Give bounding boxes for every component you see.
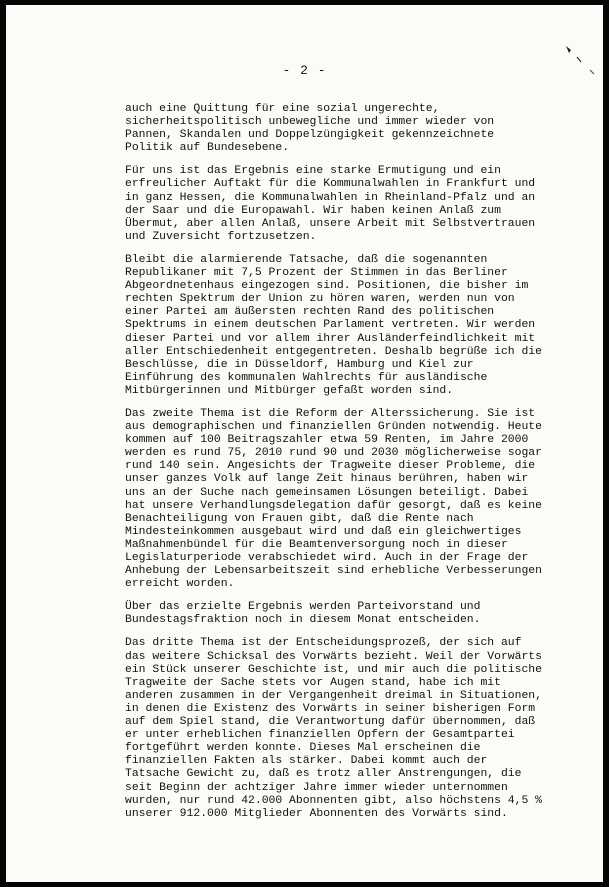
- text-line: in ganz Hessen, die Kommunalwahlen in Rheinland-Pfalz und an: [125, 191, 536, 204]
- text-line: wurden, nur rund 42.000 Abonnenten gibt, also höchstens 4,5 %: [125, 794, 542, 807]
- text-line: werden es rund 75, 2010 rund 90 und 2030 möglicherweise sogar: [125, 447, 542, 460]
- paragraph: [125, 254, 595, 398]
- text-line: rechten Spektrum der Union zu hören waren, werden nun von: [125, 293, 515, 306]
- text-line: erreicht worden.: [125, 578, 235, 591]
- document-page: [6, 5, 603, 882]
- text-line: Bleibt die alarmierende Tatsache, daß die sogenannten: [125, 253, 488, 266]
- text-line: Das dritte Thema ist der Entscheidungsprozeß, der sich auf: [125, 637, 522, 650]
- text-line: seit Beginn der achtziger Jahre immer wieder unternommen: [125, 781, 508, 794]
- text-line: Mitbürgerinnen und Mitbürger gefaßt worden sind.: [125, 384, 454, 397]
- text-line: unser ganzes Volk auf lange Zeit hinaus berühren, haben wir: [125, 473, 529, 486]
- text-line: unserer 912.000 Mitglieder Abonnenten des Vorwärts sind.: [125, 807, 508, 820]
- paragraph: [125, 165, 595, 244]
- paragraph: [125, 601, 595, 627]
- text-line: kommen auf 100 Beitragszahler etwa 59 Renten, im Jahre 2000: [125, 434, 529, 447]
- text-line: in denen die Existenz des Vorwärts in seiner bisherigen Form: [125, 702, 536, 715]
- text-line: Bundestagsfraktion noch in diesem Monat entscheiden.: [125, 614, 481, 627]
- text-line: Spektrums in einem deutschen Parlament vertreten. Wir werden: [125, 319, 536, 332]
- text-line: Beschlüsse, die in Düsseldorf, Hamburg und Kiel zur: [125, 358, 474, 371]
- text-line: Tatsache Gewicht zu, daß es trotz aller Anstrengungen, die: [125, 768, 522, 781]
- document-body: [125, 103, 595, 831]
- page-number: - 2 -: [282, 63, 327, 78]
- text-line: auch eine Quittung für eine sozial ungerechte,: [125, 103, 440, 115]
- paragraph: [125, 637, 595, 820]
- text-line: Das zweite Thema ist die Reform der Alterssicherung. Sie ist: [125, 407, 536, 420]
- text-line: einer Partei am äußersten rechten Rand des politischen: [125, 306, 495, 319]
- text-line: Politik auf Bundesebene.: [125, 142, 290, 155]
- text-line: hat unsere Verhandlungsdelegation dafür gesorgt, daß es keine: [125, 499, 542, 512]
- text-line: Einführung des kommunalen Wahlrechts für ausländische: [125, 371, 488, 384]
- text-line: fortgeführt werden konnte. Dieses Mal erscheinen die: [125, 742, 481, 755]
- text-line: er unter erheblichen finanziellen Opfern der Gesamtpartei: [125, 729, 515, 742]
- text-line: Anhebung der Lebensarbeitszeit sind erhebliche Verbesserungen: [125, 565, 542, 578]
- text-line: Mindesteinkommen ausgebaut wird und daß ein gleichwertiges: [125, 525, 522, 538]
- text-line: finanziellen Fakten als stärker. Dabei kommt auch der: [125, 755, 488, 768]
- text-line: sicherheitspolitisch unbewegliche und immer wieder von: [125, 116, 495, 129]
- text-line: erfreulicher Auftakt für die Kommunalwahlen in Frankfurt und: [125, 178, 536, 191]
- text-line: aller Entschiedenheit entgegentreten. Deshalb begrüße ich die: [125, 345, 542, 358]
- text-line: und Zuversicht fortzusetzen.: [125, 230, 317, 243]
- text-line: Abgeordnetenhaus eingezogen sind. Positionen, die bisher im: [125, 280, 529, 293]
- text-line: Übermut, aber allen Anlaß, unsere Arbeit mit Selbstvertrauen: [125, 217, 536, 230]
- text-line: Benachteiligung von Frauen gibt, daß die Rente nach: [125, 512, 474, 525]
- text-line: der Saar und die Europawahl. Wir haben keinen Anlaß zum: [125, 204, 501, 217]
- text-line: das weitere Schicksal des Vorwärts bezieht. Weil der Vorwärts: [125, 650, 542, 663]
- paragraph: [125, 408, 595, 591]
- text-line: Tragweite der Sache stets vor Augen stand, habe ich mit: [125, 676, 501, 689]
- text-line: Für uns ist das Ergebnis eine starke Ermutigung und ein: [125, 165, 501, 178]
- text-line: Republikaner mit 7,5 Prozent der Stimmen in das Berliner: [125, 267, 508, 280]
- text-line: Legislaturperiode verabschiedet wird. Auch in der Frage der: [125, 552, 529, 564]
- text-line: auf dem Spiel stand, die Verantwortung dafür übernommen, daß: [125, 716, 536, 729]
- paragraph: [125, 103, 595, 155]
- text-line: rund 140 sein. Angesichts der Tragweite dieser Probleme, die: [125, 460, 536, 473]
- text-line: Maßnahmenbündel für die Beamtenversorgung noch in dieser: [125, 538, 508, 551]
- text-line: Pannen, Skandalen und Doppelzüngigkeit gekennzeichnete: [125, 129, 495, 142]
- text-line: aus demographischen und finanziellen Gründen notwendig. Heute: [125, 421, 542, 434]
- text-line: ein Stück unserer Geschichte ist, und mir auch die politische: [125, 663, 542, 676]
- text-line: anderen zusammen in der Vergangenheit dreimal in Situationen,: [125, 689, 542, 702]
- text-line: uns an der Suche nach gemeinsamen Lösungen beteiligt. Dabei: [125, 486, 529, 499]
- text-line: Über das erzielte Ergebnis werden Parteivorstand und: [125, 601, 481, 614]
- text-line: dieser Partei und vor allem ihrer Ausländerfeindlichkeit mit: [125, 332, 536, 345]
